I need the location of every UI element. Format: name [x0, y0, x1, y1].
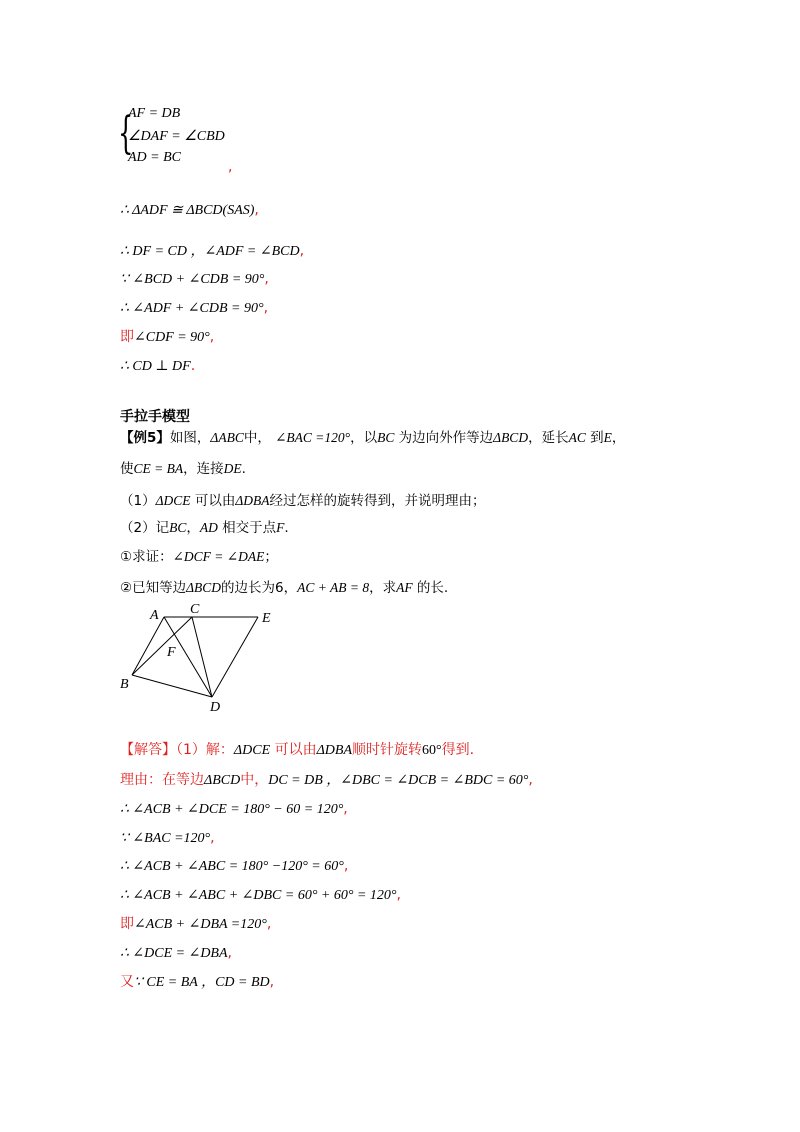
answer-line-6: ∴ ∠ACB + ∠ABC + ∠DBC = 60° + 60° = 120°,	[120, 887, 401, 903]
question-2-1: ①求证：∠DCF = ∠DAE；	[120, 549, 278, 565]
proof-line-3: ∵ ∠BCD + ∠CDB = 90°,	[120, 271, 269, 287]
question-1: （1）ΔDCE 可以由ΔDBA经过怎样的旋转得到，并说明理由；	[120, 493, 486, 509]
proof-line-2: ∴ DF = CD ，∠ADF = ∠BCD,	[120, 243, 305, 259]
question-2: （2）记BC，AD 相交于点F.	[120, 520, 289, 536]
segment-bd	[132, 675, 212, 697]
label-d: D	[210, 700, 221, 715]
geometry-figure	[110, 600, 290, 720]
problem-line-1: 【例5】如图，ΔABC中， ∠BAC =120°，以BC 为边向外作等边ΔBCD，延长AC 到E，	[120, 430, 626, 446]
proof-line-6: ∴ CD ⊥ DF.	[120, 358, 196, 374]
answer-line-9: 又∵ CE = BA ，CD = BD,	[120, 974, 275, 990]
answer-line-4: ∵ ∠BAC =120°,	[120, 830, 215, 846]
proof-line-5: 即∠CDF = 90°,	[120, 329, 215, 345]
proof-line-4: ∴ ∠ADF + ∠CDB = 90°,	[120, 300, 269, 316]
label-a: A	[150, 608, 159, 623]
problem-line-2: 使CE = BA，连接DE.	[120, 461, 246, 477]
label-b: B	[120, 677, 129, 692]
segment-ab	[132, 617, 164, 675]
answer-line-7: 即∠ACB + ∠DBA =120°,	[120, 916, 272, 932]
section-title: 手拉手模型	[120, 409, 190, 425]
system-comma: ,	[228, 159, 233, 175]
answer-line-2: 理由：在等边ΔBCD中，DC = DB ，∠DBC = ∠DCB = ∠BDC = 60°,	[120, 772, 533, 788]
answer-line-3: ∴ ∠ACB + ∠DCE = 180° − 60 = 120°,	[120, 801, 348, 817]
answer-line-5: ∴ ∠ACB + ∠ABC = 180° −120° = 60°,	[120, 858, 349, 874]
segment-de	[212, 617, 258, 697]
segment-cd	[192, 617, 212, 697]
label-f: F	[167, 645, 176, 660]
label-c: C	[190, 602, 200, 617]
label-e: E	[262, 611, 271, 626]
segment-bc	[132, 617, 192, 675]
answer-line-1: 【解答】（1）解：ΔDCE 可以由ΔDBA顺时针旋转60°得到.	[120, 742, 475, 758]
proof-line-1: ∴ ΔADF ≅ ΔBCD(SAS),	[120, 202, 259, 218]
system-line-1: AF = DB	[128, 106, 181, 121]
system-line-2: ∠DAF = ∠CBD	[128, 129, 225, 144]
question-2-2: ②已知等边ΔBCD的边长为6，AC + AB = 8，求AF 的长.	[120, 580, 449, 596]
answer-line-8: ∴ ∠DCE = ∠DBA,	[120, 945, 232, 961]
left-brace: {	[118, 108, 134, 159]
system-line-3: AD = BC	[128, 150, 181, 165]
